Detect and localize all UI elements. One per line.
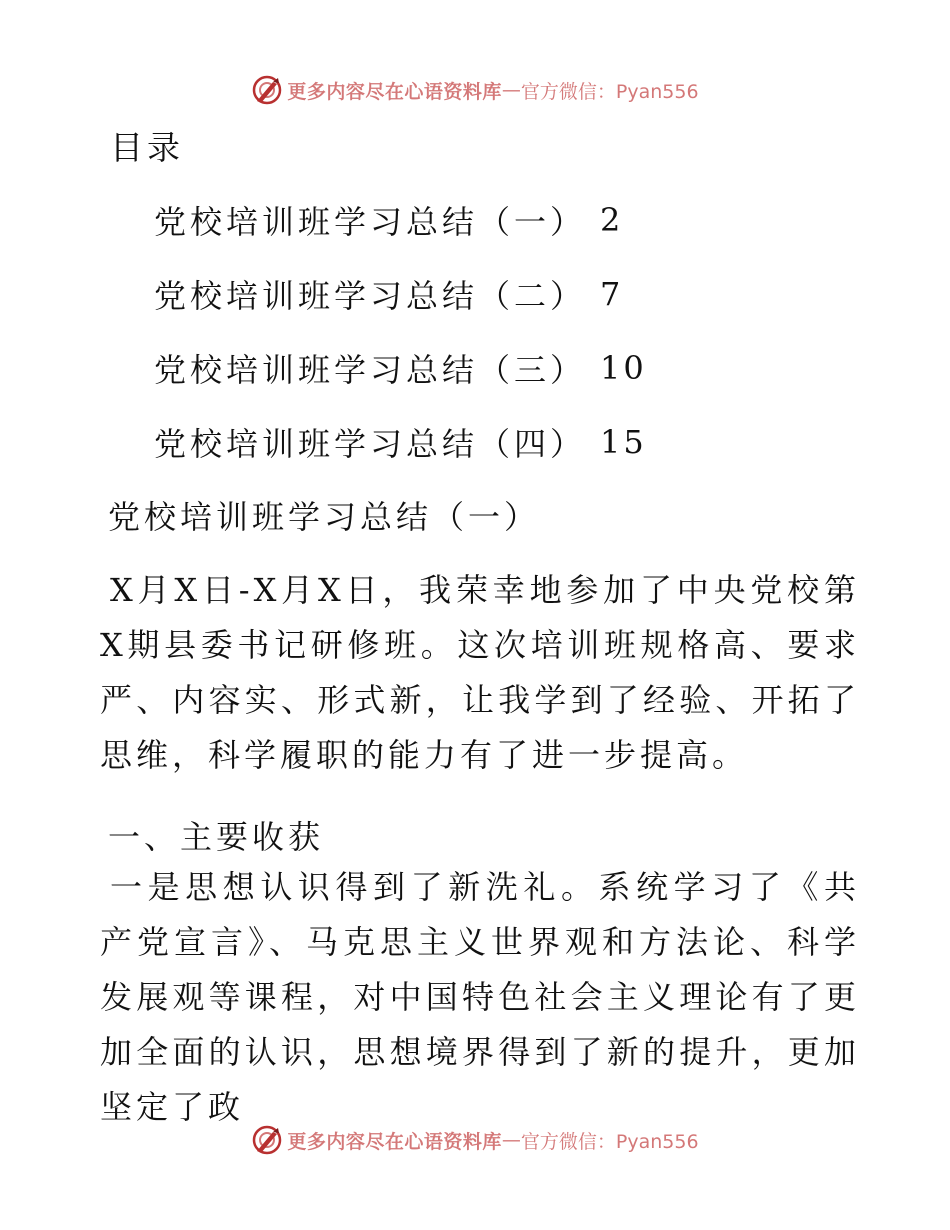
- toc-item-label: 党校培训班学习总结（二）: [154, 277, 587, 315]
- pen-logo-icon: [251, 74, 283, 106]
- banner-separator: —: [501, 79, 521, 101]
- toc-item-label: 党校培训班学习总结（四）: [154, 425, 587, 463]
- toc-item-label: 党校培训班学习总结（三）: [154, 351, 587, 389]
- body-paragraph: X月X日-X月X日，我荣幸地参加了中央党校第X期县委书记研修班。这次培训班规格高、要求严、内容实、形式新，让我学到了经验、开拓了思维，科学履职的能力有了进一步提高。: [100, 571, 860, 774]
- banner-wechat-text: 官方微信：Pyan556: [520, 80, 699, 103]
- toc-item-page: 2: [600, 201, 624, 239]
- section-heading: 一、主要收获: [108, 818, 325, 856]
- banner-site-text: 更多内容尽在心语资料库: [287, 1130, 502, 1153]
- body-paragraph: 一是思想认识得到了新洗礼。系统学习了《共产党宣言》、马克思主义世界观和方法论、科学发展观等课程，对中国特色社会主义理论有了更加全面的认识，思想境界得到了新的提升，更加坚定了政: [100, 868, 860, 1126]
- toc-item-label: 党校培训班学习总结（一）: [154, 203, 587, 241]
- toc-item[interactable]: [154, 195, 623, 245]
- footer-banner: [0, 1122, 950, 1158]
- toc-item[interactable]: [154, 343, 647, 393]
- toc-item-page: 15: [600, 423, 647, 461]
- toc-item[interactable]: [154, 269, 623, 319]
- banner-separator: —: [501, 1129, 521, 1151]
- banner-site-text: 更多内容尽在心语资料库: [287, 80, 502, 103]
- section-title: 党校培训班学习总结（一）: [108, 498, 541, 536]
- toc-item[interactable]: [154, 417, 647, 467]
- header-banner: [0, 72, 950, 108]
- toc-title: 目录: [110, 128, 184, 167]
- toc-item-page: 7: [600, 275, 624, 313]
- toc-item-page: 10: [600, 349, 647, 387]
- pen-logo-icon: [251, 1124, 283, 1156]
- banner-wechat-text: 官方微信：Pyan556: [520, 1130, 699, 1153]
